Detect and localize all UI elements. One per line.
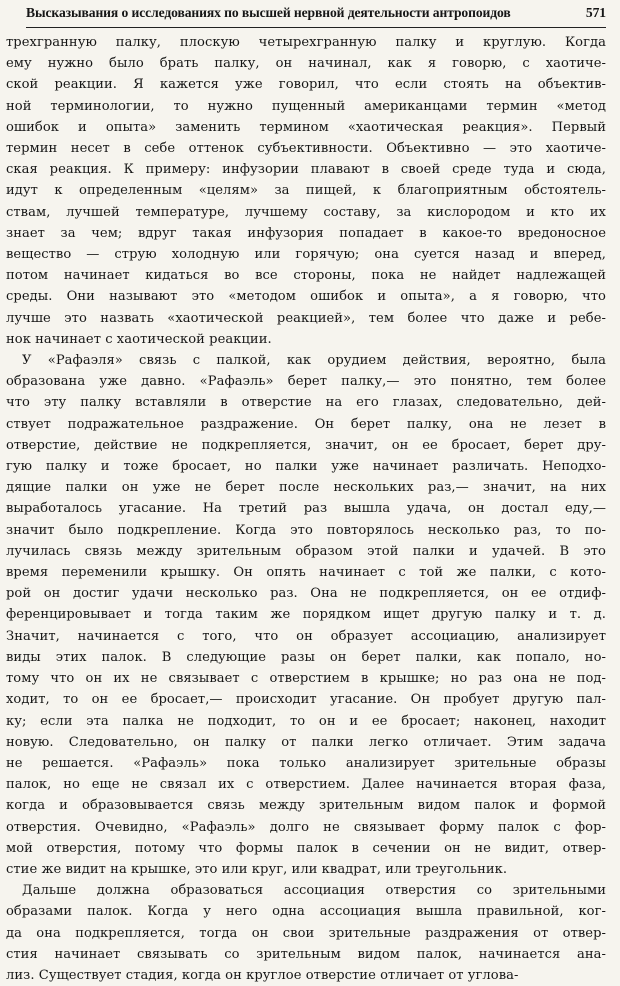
text-line: мой отверстия, потому что формы палок в сечении он не видит, отвер- — [6, 840, 606, 856]
text-line: отверстие, действие не подкрепляется, значит, он ее бросает, берет дру- — [6, 437, 606, 453]
paragraph — [4, 32, 606, 350]
text-line: вещество — струю холодную или горячую; она суется назад и вперед, — [6, 247, 606, 263]
text-line: палок, но еще не связал их с отверстием. Далее начинается вторая фаза, — [6, 777, 606, 793]
text-line: время переменили крышку. Он опять начинает с той же палки, с кото- — [6, 565, 606, 581]
page-number: 571 — [585, 5, 606, 20]
text-line: не решается. «Рафаэль» пока только анализирует зрительные образы — [6, 755, 606, 771]
text-line: ствам, лучшей температуре, лучшему составу, за кислородом и кто их — [6, 204, 606, 220]
text-line: ошибок и опыта» заменить термином «хаотическая реакция». Первый — [6, 119, 606, 135]
text-line: новую. Следовательно, он палку от палки легко отличает. Этим задача — [6, 734, 606, 750]
running-head-title: Высказывания о исследованиях по высшей нервной деятельности антропоидов — [26, 5, 511, 20]
text-line: Дальше должна образоваться ассоциация отверстия со зрительными — [22, 883, 606, 899]
text-line: ская реакция. К примеру: инфузории плавают в своей среде туда и сюда, — [6, 162, 606, 178]
text-line: рой он достиг удачи несколько раз. Она не подкрепляется, он ее отдиф- — [6, 586, 606, 602]
text-line: лучилась связь между зрительным образом этой палки и удачей. В это — [6, 543, 606, 559]
text-line: ской реакции. Я кажется уже говорил, что если стоять на объектив- — [6, 77, 606, 93]
text-line: ходит, то он ее бросает,— происходит угасание. Он пробует другую пал- — [6, 692, 606, 708]
text-line: ной терминологии, то нужно пущенный американцами термин «метод — [6, 98, 606, 114]
text-line: тому что он их не связывает с отверстием в крышке; но раз она не под- — [6, 671, 606, 687]
text-line: да она подкрепляется, тогда он свои зрительные раздражения от отвер- — [6, 925, 606, 941]
text-line: трехгранную палку, плоскую четырехгранную палку и круглую. Когда — [6, 35, 606, 50]
text-line: стие же видит на крышке, это или круг, или квадрат, или треугольник. — [6, 861, 508, 877]
text-line: потом начинает кидаться во все стороны, пока не найдет надлежащей — [6, 268, 606, 284]
text-line: лиз. Существует стадия, когда он круглое отверстие отличает от углова- — [6, 967, 519, 983]
text-line: среды. Они называют это «методом ошибок и опыта», а я говорю, что — [6, 289, 606, 305]
text-line: значит было подкрепление. Когда это повторялось несколько раз, то по- — [6, 522, 606, 538]
body-text — [4, 32, 606, 986]
paragraph — [4, 880, 606, 986]
text-line: ку; если эта палка не подходит, то он и ее бросает; наконец, находит — [6, 713, 606, 729]
text-line: образована уже давно. «Рафаэль» берет палку,— это понятно, тем более — [6, 374, 606, 390]
text-line: выработалось угасание. На третий раз вышла удача, он достал еду,— — [6, 501, 606, 517]
paragraph — [4, 350, 606, 880]
text-line: отверстия. Очевидно, «Рафаэль» долго не связывает форму палок с фор- — [6, 819, 606, 835]
text-line: когда и образовывается связь между зрительным видом палок и формой — [6, 798, 606, 814]
text-line: ференцировывает и тогда таким же порядком ищет другую палку и т. д. — [6, 607, 606, 623]
text-line: Значит, начинается с того, что он образует ассоциацию, анализирует — [6, 628, 606, 644]
text-line: виды этих палок. В следующие разы он берет палки, как попало, но- — [6, 649, 606, 665]
text-line: гую палку и тоже бросает, но палки уже начинает различать. Неподхо- — [6, 459, 606, 475]
text-line: ствует подражательное раздражение. Он берет палку, она не лезет в — [6, 416, 606, 432]
text-line: образами палок. Когда у него одна ассоциация вышла правильной, ког- — [6, 904, 606, 920]
text-line: У «Рафаэля» связь с палкой, как орудием действия, вероятно, была — [22, 353, 606, 369]
text-line: термин несет в себе оттенок субъективности. Объективно — это хаотиче- — [6, 141, 606, 157]
running-head — [4, 0, 606, 26]
text-line: знает за чем; вдруг такая инфузория попадает в какое-то вредоносное — [6, 225, 606, 241]
text-line: лучше это назвать «хаотической реакцией», тем более что даже и ребе- — [6, 310, 606, 326]
text-line: дящие палки он уже не берет после нескольких раз,— значит, на них — [6, 480, 606, 496]
text-line: идут к определенным «целям» за пищей, к благоприятным обстоятель- — [6, 183, 606, 199]
text-line: стия начинает связывать со зрительным видом палок, начинается ана- — [6, 946, 606, 962]
text-line: нок начинает с хаотической реакции. — [6, 331, 272, 347]
text-line: что эту палку вставляли в отверстие на его глазах, следовательно, дей- — [6, 395, 606, 411]
header-rule — [26, 27, 606, 28]
text-line: ему нужно было брать палку, он начинал, как я говорю, с хаотиче- — [6, 56, 606, 72]
